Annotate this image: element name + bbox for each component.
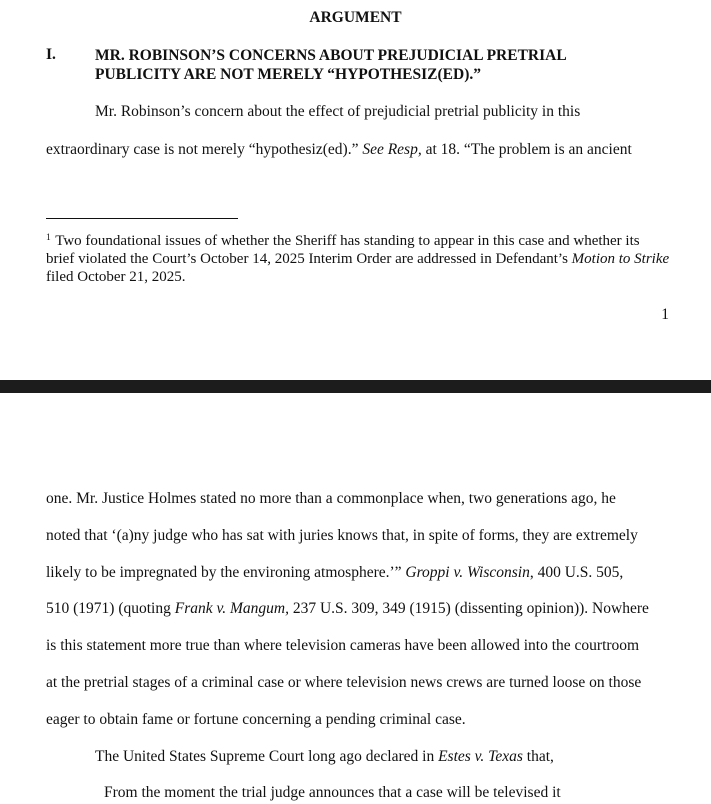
section-number: I.: [46, 46, 56, 63]
footnote-separator: [46, 218, 238, 219]
paragraph-line: Mr. Robinson’s concern about the effect of prejudicial pretrial publicity in this: [95, 103, 581, 120]
body-text: , 400 U.S. 505,: [529, 564, 624, 581]
case-citation: Groppi v. Wisconsin: [405, 564, 530, 581]
body-text: 510 (1971) (quoting: [46, 600, 175, 617]
footnote-marker: 1: [46, 233, 51, 243]
citation: See Resp,: [362, 141, 422, 158]
page-break-divider: [0, 380, 711, 393]
body-text: extraordinary case is not merely “hypothesiz(ed).”: [46, 141, 363, 158]
paragraph-line: is this statement more true than where television cameras have been allowed into the courtroom: [46, 637, 640, 654]
body-text: at 18. “The problem is an ancient: [421, 141, 632, 158]
footnote-text: filed October 21, 2025.: [46, 269, 186, 285]
paragraph-line: [46, 141, 632, 159]
body-text: 237 U.S. 309, 349 (1915) (dissenting opinion)). Nowhere: [288, 600, 649, 617]
section-title: MR. ROBINSON’S CONCERNS ABOUT PREJUDICIAL PRETRIAL PUBLICITY ARE NOT MERELY “HYPOTHESIZ(ED).”: [95, 47, 566, 83]
document-page-1: [0, 0, 711, 380]
block-quote-line: From the moment the trial judge announces that a case will be televised it: [104, 784, 561, 801]
document-page-2: [0, 393, 711, 804]
footnote-italic: Motion to Strike: [571, 251, 670, 267]
argument-heading: ARGUMENT: [309, 9, 402, 26]
body-text: that,: [522, 748, 554, 765]
page-number: 1: [661, 306, 669, 323]
body-text: The United States Supreme Court long ago declared in: [95, 748, 439, 765]
paragraph-line: [46, 564, 623, 582]
paragraph-line: [46, 600, 649, 618]
paragraph-line: eager to obtain fame or fortune concerning a pending criminal case.: [46, 711, 466, 728]
paragraph-line: noted that ‘(a)ny judge who has sat with juries knows that, in spite of forms, they are extremely: [46, 527, 638, 544]
paragraph-line: one. Mr. Justice Holmes stated no more than a commonplace when, two generations ago, he: [46, 490, 616, 507]
paragraph-line: at the pretrial stages of a criminal case or where television news crews are turned loose on those: [46, 674, 642, 691]
footnote-text: Two foundational issues of whether the Sheriff has standing to appear in this case and whether its brief violated the Court’s October 14, 2025 Interim Order are addressed in Defendant’s: [46, 233, 640, 267]
case-citation: Frank v. Mangum,: [174, 600, 289, 617]
case-citation: Estes v. Texas: [438, 748, 523, 765]
paragraph-line: [95, 748, 554, 766]
footnote: [46, 229, 671, 286]
body-text: likely to be impregnated by the environing atmosphere.’”: [46, 564, 406, 581]
